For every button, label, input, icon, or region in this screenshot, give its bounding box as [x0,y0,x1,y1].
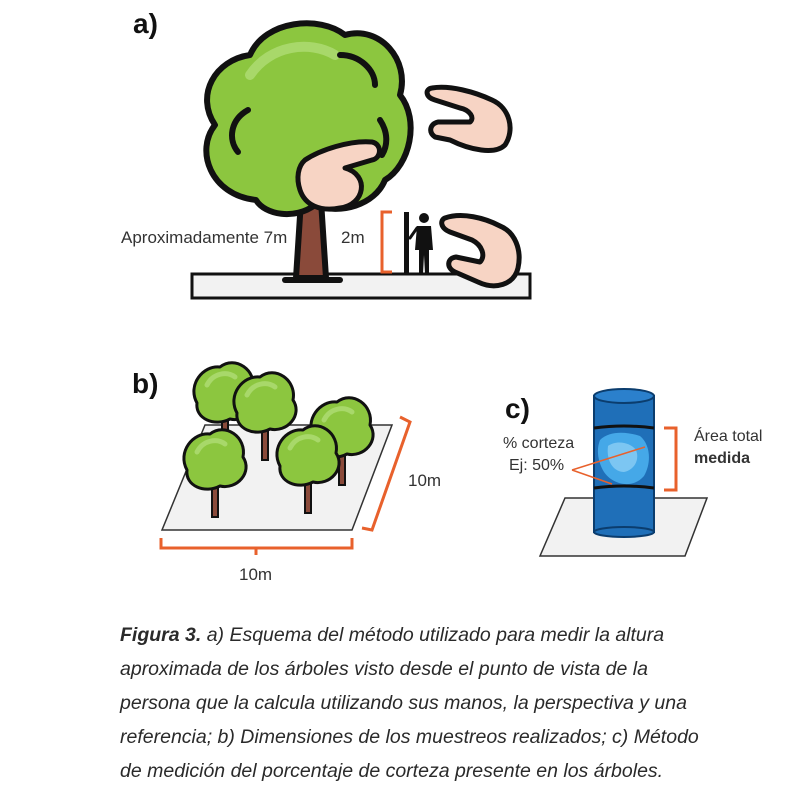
measured-area-bracket [664,428,676,490]
label-medida: medida [694,450,751,467]
panel-b [132,363,441,584]
label-corteza: % corteza [503,435,575,452]
hand-icon [427,87,510,150]
label-bottom-10m: 10m [239,565,273,584]
figure-caption [120,618,720,788]
person-icon [404,212,433,274]
label-ej-50: Ej: 50% [509,457,565,474]
panel-c [503,389,762,556]
panel-b-letter: b) [132,368,159,399]
height-bracket [382,212,392,272]
caption-title: Figura 3. [120,624,202,646]
caption-text: a) Esquema del método utilizado para medir la altura aproximada de los árboles visto desde el punto de vista de la persona que la calcula utilizando sus manos, la perspectiva y una referencia; b) Dimensiones de los muestreos realizados; c) Método de medición del porcentaje de corteza presente en los árboles. [120,624,699,782]
cylinder-icon [594,389,654,537]
panel-a [121,8,530,298]
label-area-total: Área total [694,428,763,445]
label-approx-7m: Aproximadamente 7m [121,228,288,247]
label-2m: 2m [341,228,365,247]
label-side-10m: 10m [408,471,442,490]
panel-c-letter: c) [505,393,530,424]
panel-a-letter: a) [133,8,158,39]
bottom-bracket [161,538,352,548]
